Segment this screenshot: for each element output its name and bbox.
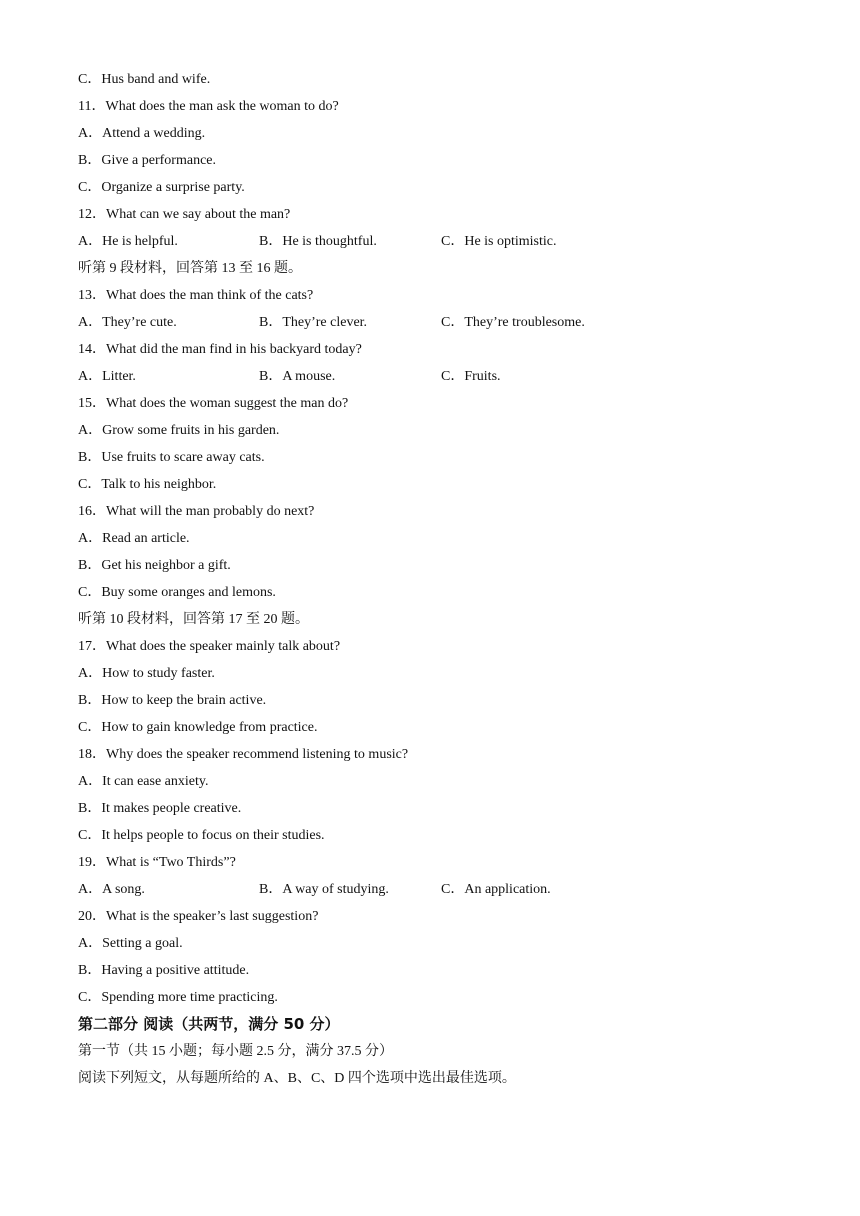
question-text: 15．What does the woman suggest the man do?: [78, 396, 349, 411]
question-text: 20．What is the speaker’s last suggestion?: [78, 909, 319, 924]
question-text: 12．What can we say about the man?: [78, 207, 291, 222]
option-b: B．A way of studying.: [259, 882, 389, 897]
option-row: [78, 876, 798, 903]
question-text: 17．What does the speaker mainly talk about?: [78, 639, 341, 654]
question-text: 19．What is “Two Thirds”?: [78, 855, 236, 870]
option-text: C．Hus band and wife.: [78, 72, 211, 87]
question-text: 13．What does the man think of the cats?: [78, 288, 314, 303]
option-b: B．He is thoughtful.: [259, 234, 377, 249]
option-text: B．It makes people creative.: [78, 801, 242, 816]
option-a: A．They’re cute.: [78, 315, 177, 330]
instruction-text: 听第 10 段材料，回答第 17 至 20 题。: [78, 612, 309, 627]
question-text: 16．What will the man probably do next?: [78, 504, 315, 519]
option-c: C．Fruits.: [441, 369, 501, 384]
option-text: A．How to study faster.: [78, 666, 215, 681]
option-c: C．He is optimistic.: [441, 234, 557, 249]
option-text: B．Get his neighbor a gift.: [78, 558, 231, 573]
option-a: A．Litter.: [78, 369, 136, 384]
option-row: [78, 309, 798, 336]
option-text: A．Grow some fruits in his garden.: [78, 423, 280, 438]
option-c: C．They’re troublesome.: [441, 315, 585, 330]
option-text: B．Having a positive attitude.: [78, 963, 250, 978]
option-a: A．A song.: [78, 882, 145, 897]
option-text: A．It can ease anxiety.: [78, 774, 209, 789]
question-text: 14．What did the man find in his backyard today?: [78, 342, 362, 357]
option-text: C．Spending more time practicing.: [78, 990, 278, 1005]
option-text: A．Attend a wedding.: [78, 126, 206, 141]
question-text: 11．What does the man ask the woman to do?: [78, 99, 339, 114]
option-row: [78, 363, 798, 390]
option-a: A．He is helpful.: [78, 234, 178, 249]
option-text: A．Setting a goal.: [78, 936, 183, 951]
option-text: C．Buy some oranges and lemons.: [78, 585, 276, 600]
option-text: C．How to gain knowledge from practice.: [78, 720, 318, 735]
option-text: C．It helps people to focus on their studies.: [78, 828, 325, 843]
option-text: C．Organize a surprise party.: [78, 180, 245, 195]
instruction-text: 阅读下列短文，从每题所给的 A、B、C、D 四个选项中选出最佳选项。: [78, 1071, 516, 1086]
option-c: C．An application.: [441, 882, 551, 897]
question-text: 18．Why does the speaker recommend listening to music?: [78, 747, 409, 762]
option-text: B．Use fruits to scare away cats.: [78, 450, 265, 465]
instruction-text: 听第 9 段材料，回答第 13 至 16 题。: [78, 261, 302, 276]
option-text: A．Read an article.: [78, 531, 190, 546]
instruction-text: 第一节（共 15 小题；每小题 2.5 分，满分 37.5 分）: [78, 1044, 393, 1059]
option-b: B．A mouse.: [259, 369, 336, 384]
option-text: B．How to keep the brain active.: [78, 693, 267, 708]
option-b: B．They’re clever.: [259, 315, 368, 330]
option-text: B．Give a performance.: [78, 153, 216, 168]
exam-page: [78, 66, 798, 1092]
section-heading: 第二部分 阅读（共两节，满分 50 分）: [78, 1015, 340, 1033]
option-text: C．Talk to his neighbor.: [78, 477, 217, 492]
option-row: [78, 228, 798, 255]
